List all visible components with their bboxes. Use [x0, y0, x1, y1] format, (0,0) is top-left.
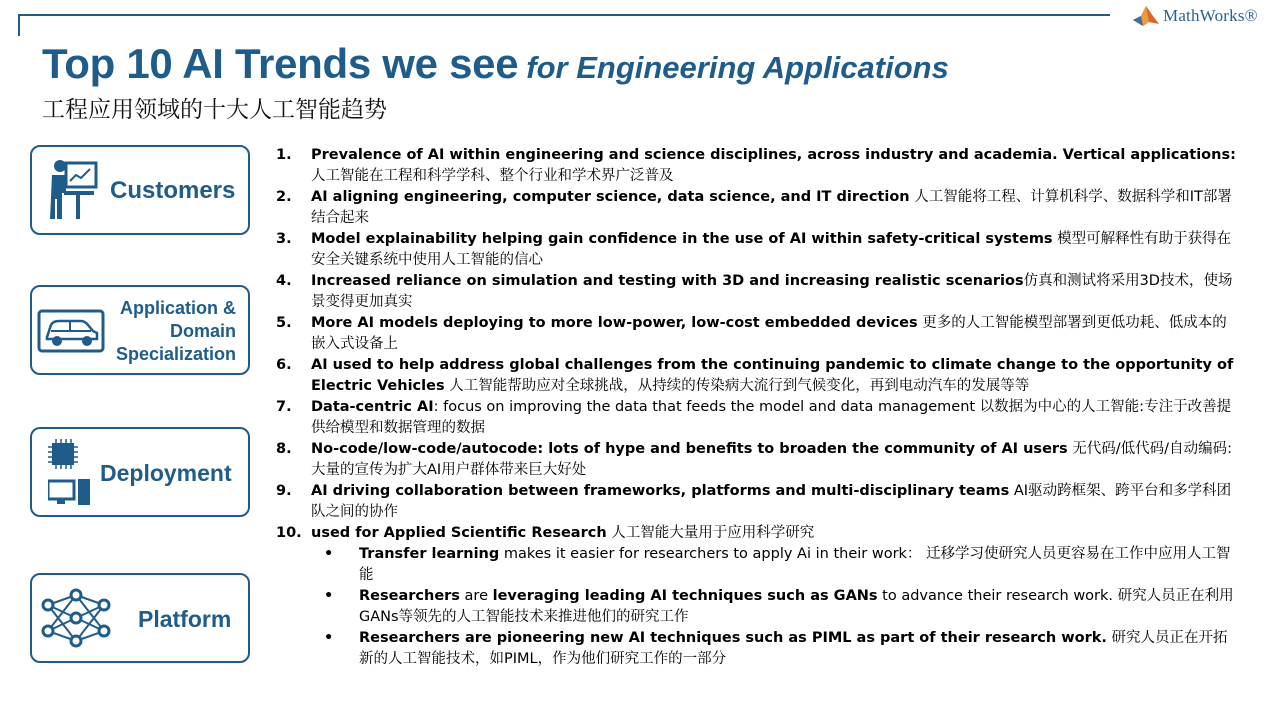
sub-text: to advance their research work. 研究人员正在利用GANs等领先的人工智能技术来推进他们的研究工作 [359, 588, 1234, 625]
deployment-card [30, 427, 250, 517]
item-bold-text: AI driving collaboration between frameworks, platforms and multi-disciplinary teams [311, 483, 1010, 499]
sub-plain-text: are [459, 588, 493, 604]
application-label-line1: Application & [120, 298, 236, 318]
mathworks-logo [1131, 3, 1258, 29]
presenter-icon [46, 159, 98, 221]
item-chinese-text: 模型可解释性有助于获得在安全关键系统中使用人工智能的信心 [311, 231, 1232, 268]
list-item [276, 439, 1236, 481]
title-main: Top 10 AI Trends we see [42, 40, 519, 87]
item-number: 10. [276, 525, 302, 541]
item-bold-text: used for Applied Scientific Research [311, 525, 607, 541]
trend-list [276, 145, 1236, 670]
item-bold-text: Increased reliance on simulation and testing with 3D and increasing realistic scenarios [311, 273, 1024, 289]
header-rule [18, 14, 1110, 16]
item-bold-text: AI aligning engineering, computer science, data science, and IT direction [311, 189, 910, 205]
header-rule-tick [18, 16, 20, 36]
deployment-label: Deployment [100, 460, 232, 486]
item-chinese-text: 人工智能在工程和科学学科、整个行业和学术界广泛普及 [311, 168, 674, 184]
item-number: 4. [276, 273, 292, 289]
title-italic: for Engineering Applications [526, 50, 949, 85]
item-bold-text: More AI models deploying to more low-power, low-cost embedded devices [311, 315, 918, 331]
item-number: 8. [276, 441, 292, 457]
item-chinese-text: AI驱动跨框架、跨平台和多学科团队之间的协作 [311, 483, 1232, 520]
item-bold-text: Model explainability helping gain confidence in the use of AI within safety-critical systems [311, 231, 1053, 247]
item-number: 7. [276, 399, 292, 415]
list-item [276, 187, 1236, 229]
list-item [276, 229, 1236, 271]
list-item [276, 145, 1236, 187]
logo-text: MathWorks® [1163, 6, 1258, 25]
list-item [276, 481, 1236, 523]
sub-bold-text: Researchers are pioneering new AI techniques such as PIML as part of their research work. [359, 630, 1107, 646]
sub-bold-text: Researchers [359, 588, 460, 604]
sub-bold-text: Transfer learning [359, 546, 500, 562]
item-chinese-text: 人工智能帮助应对全球挑战，从持续的传染病大流行到气候变化，再到电动汽车的发展等等 [444, 378, 1030, 394]
list-item [276, 523, 1236, 544]
item-chinese-text: 人工智能大量用于应用科学研究 [606, 525, 815, 541]
sub-list-item [324, 628, 1236, 670]
page-title [42, 40, 949, 88]
chip-and-computer-icon [48, 439, 92, 507]
item-chinese-text: 更多的人工智能模型部署到更低功耗、低成本的嵌入式设备上 [311, 315, 1227, 352]
membrane-icon [1131, 4, 1161, 28]
platform-card [30, 573, 250, 663]
item-bold-text: AI used to help address global challenges from the continuing pandemic to climate change to the opportunity of Electric Vehicles [311, 357, 1234, 394]
sub-bold-text-2: leveraging leading AI techniques such as GANs [492, 588, 878, 604]
customers-label: Customers [110, 177, 236, 204]
list-item [276, 271, 1236, 313]
application-label-line2: Domain [169, 321, 236, 341]
list-item [276, 397, 1236, 439]
item-bold-text: Prevalence of AI within engineering and science disciplines, across industry and academia. Vertical applications: [311, 147, 1236, 163]
sub-text: makes it easier for researchers to apply Ai in their work： 迁移学习使研究人员更容易在工作中应用人工智能 [359, 546, 1231, 583]
bullet: • [324, 630, 334, 646]
item-number: 3. [276, 231, 292, 247]
car-icon [37, 309, 105, 353]
item-number: 1. [276, 147, 292, 163]
application-label-line3: Specialization [115, 344, 236, 364]
item-number: 9. [276, 483, 292, 499]
bullet: • [324, 546, 334, 562]
customers-card [30, 145, 250, 235]
item-number: 5. [276, 315, 292, 331]
sub-list-item [324, 544, 1236, 586]
item-chinese-text: 人工智能将工程、计算机科学、数据科学和IT部署结合起来 [311, 189, 1232, 226]
sub-text: 研究人员正在开拓新的人工智能技术，如PIML，作为他们研究工作的一部分 [359, 630, 1228, 667]
platform-label: Platform [138, 606, 232, 632]
list-item [276, 355, 1236, 397]
item-plain-text: : focus on improving the data that feeds the model and data management [433, 399, 976, 415]
item-bold-text: Data-centric AI [311, 399, 434, 415]
bullet: • [324, 588, 334, 604]
item-number: 2. [276, 189, 292, 205]
item-number: 6. [276, 357, 292, 373]
list-item [276, 313, 1236, 355]
neural-network-icon [40, 585, 112, 651]
item-chinese-text: 以数据为中心的人工智能:专注于改善提供给模型和数据管理的数据 [311, 399, 1232, 436]
item-bold-text: No-code/low-code/autocode: lots of hype and benefits to broaden the community of AI users [311, 441, 1068, 457]
sub-list-item [324, 586, 1236, 628]
application-label [116, 297, 236, 366]
application-card [30, 285, 250, 375]
page-subtitle: 工程应用领域的十大人工智能趋势 [42, 97, 387, 123]
item-chinese-text: 仿真和测试将采用3D技术，使场景变得更加真实 [311, 273, 1233, 310]
item-chinese-text: 无代码/低代码/自动编码: 大量的宣传为扩大AI用户群体带来巨大好处 [311, 441, 1232, 478]
